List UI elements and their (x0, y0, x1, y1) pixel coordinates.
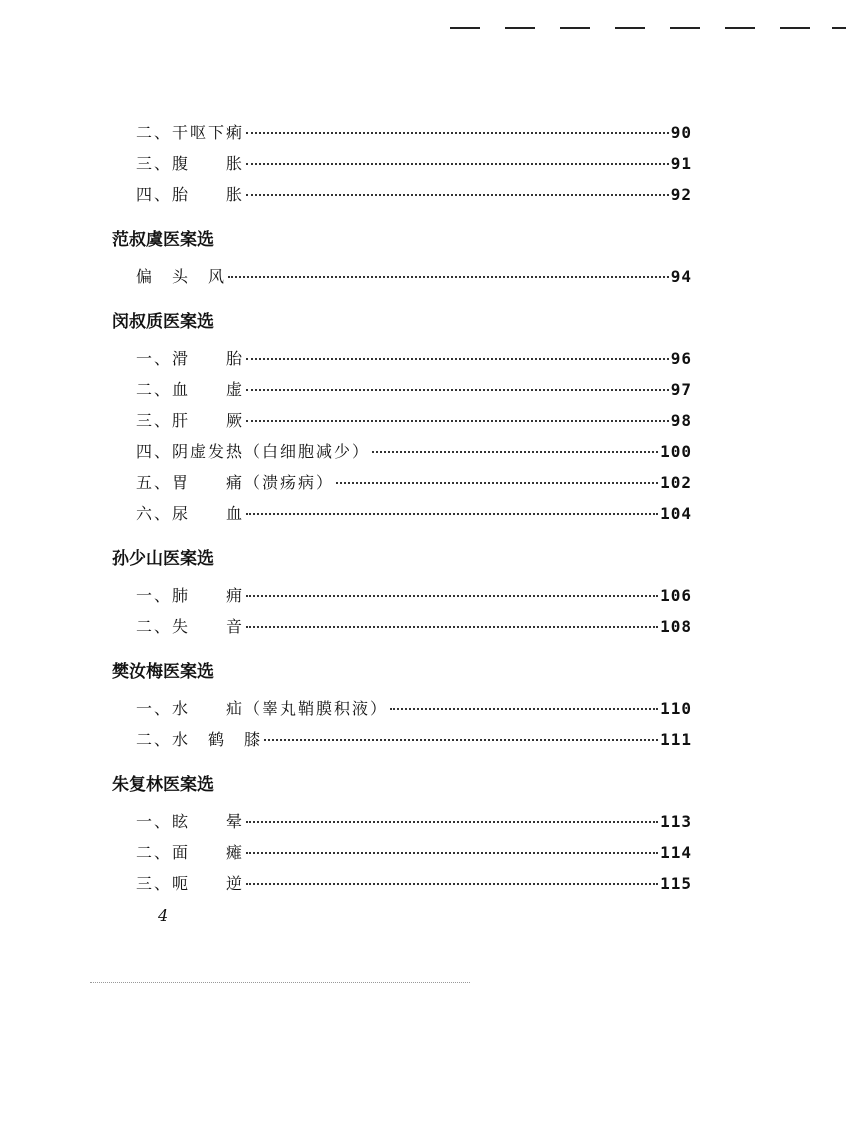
toc-entry-page: 96 (670, 349, 692, 368)
toc-entry-page: 111 (660, 730, 692, 749)
toc-entry-label: 三、呃 逆 (136, 874, 245, 893)
toc-entry-page: 106 (660, 586, 692, 605)
toc-entry-label: 三、肝 厥 (136, 411, 245, 430)
toc-entry-label: 五、胃 痛（溃疡病） (136, 473, 335, 492)
toc-entry[interactable] (112, 264, 692, 295)
dot-leader (246, 358, 669, 360)
toc-entry-page: 90 (670, 123, 692, 142)
toc-entry[interactable] (112, 151, 692, 182)
dot-leader (390, 708, 658, 710)
toc-entry-label: 二、干呕下痢 (136, 123, 245, 142)
toc-entry[interactable] (112, 408, 692, 439)
dot-leader (246, 883, 658, 885)
toc-entry-page: 94 (670, 267, 692, 286)
toc-section (112, 770, 692, 902)
toc-entry-label: 三、腹 胀 (136, 154, 245, 173)
section-title: 朱复林医案选 (112, 775, 214, 795)
toc-entry-label: 四、阴虚发热（白细胞减少） (136, 442, 371, 461)
toc-entry[interactable] (112, 439, 692, 470)
dot-leader (246, 163, 669, 165)
top-rule-dash (725, 27, 755, 29)
toc-entry-page: 115 (660, 874, 692, 893)
dot-leader (246, 821, 658, 823)
toc-entry-label: 一、眩 晕 (136, 812, 245, 831)
top-rule-dash (615, 27, 645, 29)
toc-entry-label: 二、失 音 (136, 617, 245, 636)
dot-leader (264, 739, 658, 741)
toc-entry-label: 二、水 鹤 膝 (136, 730, 263, 749)
toc-entry-page: 97 (670, 380, 692, 399)
toc-entry-label: 二、面 瘫 (136, 843, 245, 862)
toc-entry-page: 114 (660, 843, 692, 862)
dot-leader (246, 626, 658, 628)
table-of-contents (112, 120, 692, 908)
toc-section (112, 544, 692, 645)
toc-entry-label: 偏 头 风 (136, 267, 227, 286)
section-title: 樊汝梅医案选 (112, 662, 214, 682)
dot-leader (336, 482, 658, 484)
toc-entry-page: 92 (670, 185, 692, 204)
toc-entry-page: 98 (670, 411, 692, 430)
toc-entry[interactable] (112, 871, 692, 902)
dot-leader (246, 595, 658, 597)
dot-leader (246, 852, 658, 854)
dot-leader (246, 389, 669, 391)
toc-section (112, 307, 692, 532)
toc-section (112, 657, 692, 758)
section-title: 范叔虞医案选 (112, 230, 214, 250)
top-rule-dash (670, 27, 700, 29)
toc-entry-label: 六、尿 血 (136, 504, 245, 523)
dot-leader (246, 132, 669, 134)
toc-entry-page: 100 (660, 442, 692, 461)
toc-entry-page: 104 (660, 504, 692, 523)
toc-entry-label: 二、血 虚 (136, 380, 245, 399)
dot-leader (372, 451, 658, 453)
section-title: 孙少山医案选 (112, 549, 214, 569)
toc-entry[interactable] (112, 346, 692, 377)
toc-entry[interactable] (112, 182, 692, 213)
toc-entry[interactable] (112, 696, 692, 727)
toc-section (112, 225, 692, 295)
toc-entry[interactable] (112, 120, 692, 151)
toc-entry[interactable] (112, 840, 692, 871)
scan-artifact-line (90, 980, 470, 983)
toc-entry-page: 102 (660, 473, 692, 492)
toc-entry[interactable] (112, 809, 692, 840)
toc-entry-page: 113 (660, 812, 692, 831)
toc-entry-page: 110 (660, 699, 692, 718)
top-rule-dash (450, 27, 480, 29)
top-rule-dash (832, 27, 846, 29)
dot-leader (246, 513, 658, 515)
toc-entry-label: 一、滑 胎 (136, 349, 245, 368)
toc-entry-label: 一、肺 痈 (136, 586, 245, 605)
top-rule-dash (505, 27, 535, 29)
toc-entry-label: 一、水 疝（睾丸鞘膜积液） (136, 699, 389, 718)
dot-leader (246, 194, 669, 196)
top-rule-dash (560, 27, 590, 29)
toc-entry-page: 91 (670, 154, 692, 173)
dot-leader (228, 276, 669, 278)
dot-leader (246, 420, 669, 422)
toc-section-continued (112, 120, 692, 213)
toc-entry-page: 108 (660, 617, 692, 636)
toc-entry[interactable] (112, 501, 692, 532)
top-rule-dash (780, 27, 810, 29)
toc-entry[interactable] (112, 727, 692, 758)
section-title: 闵叔质医案选 (112, 312, 214, 332)
page-number: 4 (158, 906, 169, 925)
toc-entry[interactable] (112, 377, 692, 408)
toc-entry-label: 四、胎 胀 (136, 185, 245, 204)
toc-entry[interactable] (112, 583, 692, 614)
toc-entry[interactable] (112, 614, 692, 645)
toc-entry[interactable] (112, 470, 692, 501)
